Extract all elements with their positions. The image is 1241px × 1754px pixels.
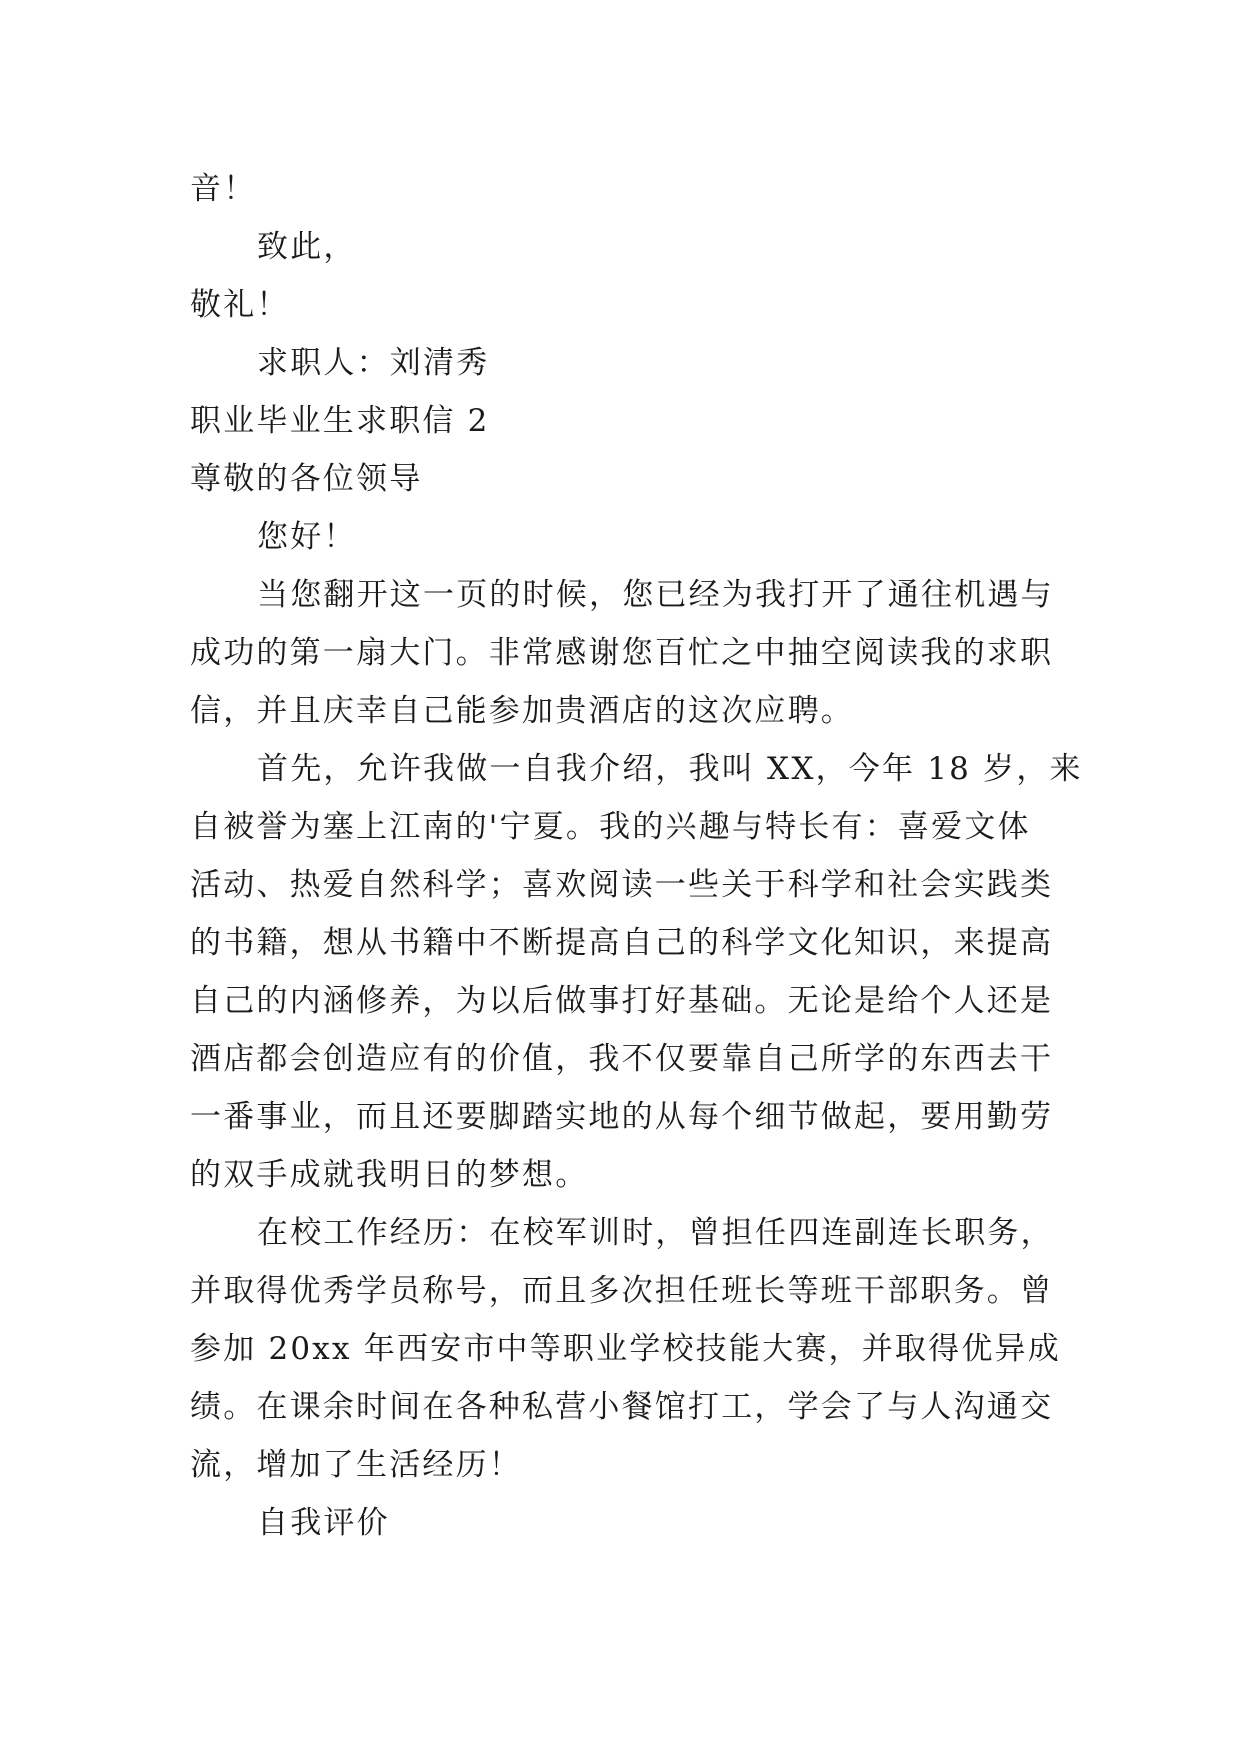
text-line: 酒店都会创造应有的价值，我不仅要靠自己所学的东西去干	[190, 1041, 1054, 1077]
document-body	[190, 160, 1083, 1552]
text-line: 信，并且庆幸自己能参加贵酒店的这次应聘。	[190, 693, 854, 729]
text-line: 敬礼！	[190, 287, 290, 323]
text-line: 当您翻开这一页的时候，您已经为我打开了通往机遇与	[257, 577, 1054, 613]
text-line: 成功的第一扇大门。非常感谢您百忙之中抽空阅读我的求职	[190, 635, 1054, 671]
section-heading: 职业毕业生求职信 2	[190, 403, 490, 439]
text-line: 您好！	[257, 519, 357, 555]
text-line: 的书籍，想从书籍中不断提高自己的科学文化知识，来提高	[190, 925, 1054, 961]
text-line: 自我评价	[257, 1505, 390, 1541]
text-line: 绩。在课余时间在各种私营小餐馆打工，学会了与人沟通交	[190, 1389, 1054, 1425]
text-line: 自己的内涵修养，为以后做事打好基础。无论是给个人还是	[190, 983, 1054, 1019]
text-line: 参加 20xx 年西安市中等职业学校技能大赛，并取得优异成	[190, 1331, 1061, 1367]
text-line: 的双手成就我明日的梦想。	[190, 1157, 589, 1193]
text-line: 自被誉为塞上江南的'宁夏。我的兴趣与特长有：喜爱文体	[190, 809, 1031, 845]
text-line: 音！	[190, 171, 257, 207]
text-line: 致此，	[257, 229, 357, 265]
text-line: 首先，允许我做一自我介绍，我叫 XX，今年 18 岁，来	[257, 751, 1083, 787]
salutation: 尊敬的各位领导	[190, 461, 423, 497]
text-line: 求职人：刘清秀	[257, 345, 490, 381]
text-line: 活动、热爱自然科学；喜欢阅读一些关于科学和社会实践类	[190, 867, 1054, 903]
text-line: 并取得优秀学员称号，而且多次担任班长等班干部职务。曾	[190, 1273, 1054, 1309]
text-line: 在校工作经历：在校军训时，曾担任四连副连长职务，	[257, 1215, 1054, 1251]
text-line: 流，增加了生活经历！	[190, 1447, 522, 1483]
text-line: 一番事业，而且还要脚踏实地的从每个细节做起，要用勤劳	[190, 1099, 1054, 1135]
